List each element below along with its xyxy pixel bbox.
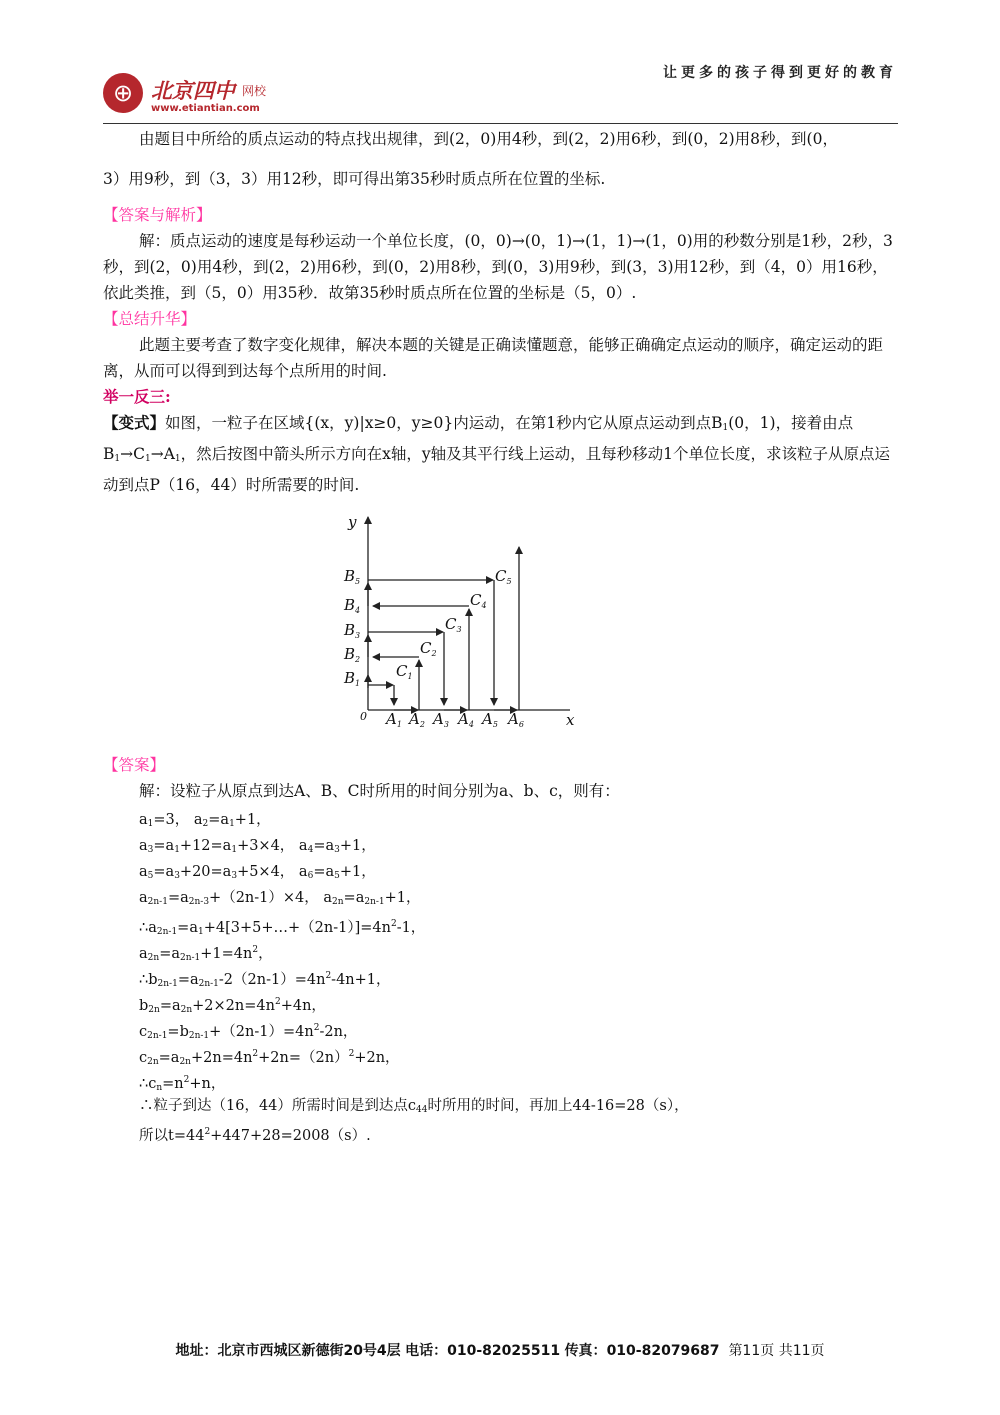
label-b3: $B_3$ bbox=[344, 621, 361, 640]
eq-6: $a_{2n}=a_{2n-1}+1=4n^2$， bbox=[139, 945, 273, 963]
footer-phone: 010-82025511 bbox=[447, 1343, 561, 1359]
summary-title: 【总结升华】 bbox=[103, 310, 197, 328]
particle-path-figure bbox=[330, 505, 590, 735]
label-b4: $B_4$ bbox=[344, 596, 361, 615]
q-part-3: →C bbox=[120, 445, 145, 463]
intro-line-2: 3）用9秒，到（3，3）用12秒，即可得出第35秒时质点所在位置的坐标. bbox=[103, 170, 606, 188]
label-c2: $C_2$ bbox=[420, 639, 437, 658]
header-slogan: 让更多的孩子得到更好的教育 bbox=[663, 65, 897, 81]
x-axis-label: x bbox=[566, 711, 575, 729]
summary-body: 此题主要考查了数字变化规律，解决本题的关键是正确读懂题意，能够正确确定点运动的顺序，确定运动的距离，从而可以得到到达每个点所用的时间. bbox=[103, 336, 884, 380]
q-sub-2: 1 bbox=[114, 454, 121, 464]
y-axis-label: y bbox=[348, 513, 357, 531]
footer-total: 共11页 bbox=[778, 1343, 825, 1359]
logo-url: www.etiantian.com bbox=[151, 103, 260, 114]
header-divider bbox=[103, 123, 898, 124]
label-a2: $A_2$ bbox=[409, 710, 425, 729]
label-a6: $A_6$ bbox=[508, 710, 524, 729]
q-sub-3: 1 bbox=[144, 454, 151, 464]
eq-5: $\therefore a_{2n-1}=a_1+4[3+5+\dots+(2n-1)]=4n^2-1$， bbox=[139, 919, 426, 937]
logo-tag: 网校 bbox=[242, 84, 267, 98]
answer-analysis-body: 解：质点运动的速度是每秒运动一个单位长度，(0，0)→(0，1)→(1，1)→(1，0)用的秒数分别是1秒，2秒，3秒，到(2，0)用4秒，到(2，2)用6秒，到(0，2)用8秒，到(0，3)用9秒，到(3，3)用12秒，到（4，0）用16秒，依此类推，到（5，0）用35秒．故第35秒时质点所在位置的坐标是（5，0）. bbox=[103, 232, 893, 302]
label-b1: $B_1$ bbox=[344, 669, 361, 688]
label-b5: $B_5$ bbox=[344, 567, 361, 586]
logo-name: 北京四中 bbox=[151, 79, 235, 103]
label-c4: $C_4$ bbox=[470, 591, 487, 610]
label-c5: $C_5$ bbox=[495, 567, 512, 586]
footer-phone-label: 电话： bbox=[405, 1343, 448, 1359]
eq-12: ∴粒子到达（16，44）所需时间是到达点$c_{44}$时所用的时间，再加上44-16=28（s）， bbox=[139, 1098, 689, 1115]
eq-7: $\therefore b_{2n-1}=a_{2n-1}-2(2n-1)=4n^2-4n+1$， bbox=[139, 971, 391, 989]
eq-8: $b_{2n}=a_{2n}+2\times 2n=4n^2+4n$， bbox=[139, 997, 326, 1015]
footer-address-label: 地址： bbox=[175, 1343, 218, 1359]
q-part-5: ，然后按图中箭头所示方向在x轴，y轴及其平行线上运动，且每秒移动1个单位长度，求该粒子从原点运动到点P（16，44）时所需要的时间. bbox=[103, 445, 891, 494]
label-a4: $A_4$ bbox=[458, 710, 474, 729]
footer-address: 北京市西城区新德街20号4层 bbox=[217, 1343, 401, 1359]
eq-3: $a_5=a_3+20=a_3+5\times 4$， $a_6=a_5+1$， bbox=[139, 864, 376, 881]
eq-13: 所以$t=44^2+447+28=2008(s)$. bbox=[139, 1127, 371, 1144]
practice-title: 举一反三: bbox=[103, 387, 171, 406]
eq-11: $\therefore c_n=n^2+n$， bbox=[139, 1075, 226, 1093]
eq-10: $c_{2n}=a_{2n}+2n=4n^2+2n=(2n)^2+2n$， bbox=[139, 1049, 400, 1067]
answer-intro: 解：设粒子从原点到达A、B、C时所用的时间分别为a、b、c，则有： bbox=[139, 782, 620, 800]
answer-title: 【答案】 bbox=[103, 756, 166, 774]
eq-9: $c_{2n-1}=b_{2n-1}+(2n-1)=4n^2-2n$， bbox=[139, 1023, 358, 1041]
footer-page: 第11页 bbox=[728, 1343, 775, 1359]
eq-4: $a_{2n-1}=a_{2n-3}+(2n-1)\times 4$， $a_{2n}=a_{2n-1}+1$， bbox=[139, 890, 421, 907]
logo-emblem-icon: ⊕ bbox=[103, 73, 143, 113]
label-b2: $B_2$ bbox=[344, 645, 361, 664]
footer-fax-label: 传真： bbox=[564, 1343, 607, 1359]
answer-analysis-title: 【答案与解析】 bbox=[103, 206, 212, 224]
school-logo bbox=[103, 70, 303, 120]
q-sub-4: 1 bbox=[174, 454, 181, 464]
intro-line-1: 由题目中所给的质点运动的特点找出规律，到(2，0)用4秒，到(2，2)用6秒，到(0，2)用8秒，到(0， bbox=[139, 130, 838, 148]
origin-label: 0 bbox=[360, 710, 367, 723]
eq-2: $a_3=a_1+12=a_1+3\times 4$， $a_4=a_3+1$， bbox=[139, 838, 376, 855]
label-c1: $C_1$ bbox=[396, 662, 413, 681]
label-a5: $A_5$ bbox=[482, 710, 498, 729]
q-sub-1: 1 bbox=[722, 423, 729, 433]
q-part-4: →A bbox=[150, 445, 175, 463]
label-a3: $A_3$ bbox=[433, 710, 449, 729]
footer-fax: 010-82079687 bbox=[606, 1343, 720, 1359]
q-part-2: (0，1)，接着由点B bbox=[103, 414, 854, 463]
label-c3: $C_3$ bbox=[445, 615, 462, 634]
eq-1: $a_1=3$， $a_2=a_1+1$， bbox=[139, 812, 271, 829]
practice-label: 【变式】 bbox=[103, 413, 166, 432]
q-part-1: 如图，一粒子在区域{(x，y)|x≥0，y≥0}内运动，在第1秒内它从原点运动到点B bbox=[165, 414, 723, 432]
practice-question bbox=[103, 410, 898, 498]
label-a1: $A_1$ bbox=[386, 710, 402, 729]
page-footer bbox=[0, 1340, 1000, 1360]
